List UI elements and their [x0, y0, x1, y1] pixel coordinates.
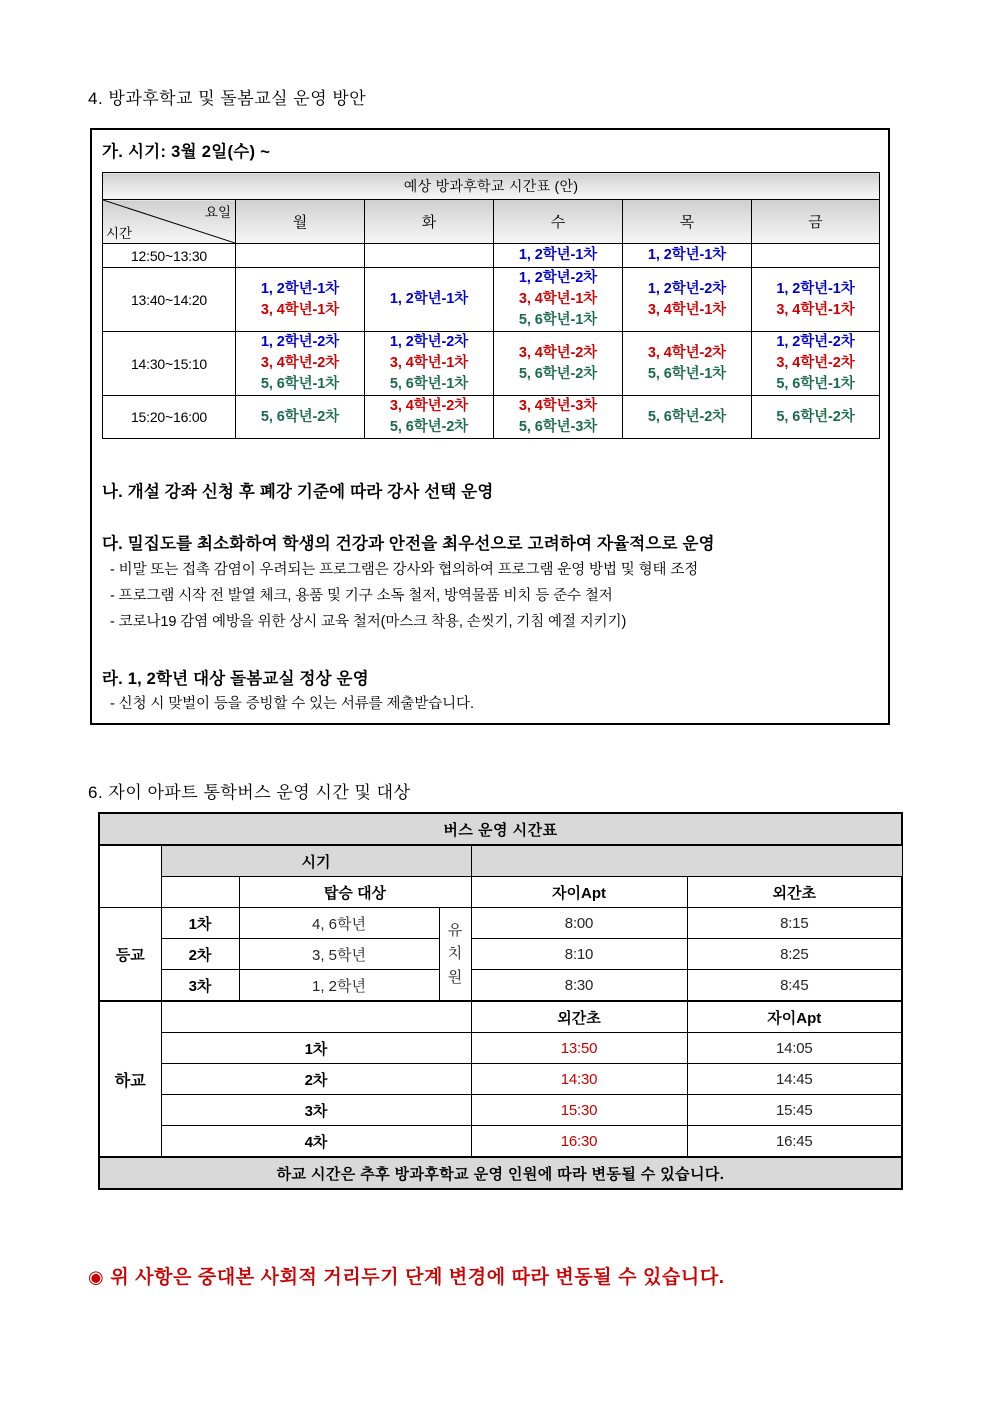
bus-arrive-target-3: 1, 2학년: [239, 970, 439, 1002]
item-da-dash-list: [110, 557, 880, 635]
timetable-row: [103, 332, 880, 396]
bus-depart-oegancho-1: 13:50: [471, 1033, 687, 1064]
bus-depart-stop-left: 외간초: [471, 1001, 687, 1033]
timetable-row: [103, 268, 880, 332]
bus-depart-row-1: [99, 1033, 902, 1064]
timetable-entry: 3, 4학년-1차: [776, 301, 855, 318]
timetable-entry: 3, 4학년-2차: [518, 344, 598, 361]
bus-depart-label: 하교: [99, 1001, 161, 1157]
bus-depart-jaiapt-1: 14:05: [687, 1033, 902, 1064]
timetable-cell: [365, 396, 494, 439]
timetable-title-row: [103, 173, 880, 200]
bus-arrive-round-1: 1차: [161, 908, 239, 939]
bus-depart-row-3: [99, 1095, 902, 1126]
timetable-entry: 5, 6학년-1차: [647, 365, 727, 382]
timetable-day-header-row: [103, 200, 880, 244]
bus-depart-jaiapt-3: 15:45: [687, 1095, 902, 1126]
timetable-entry: 5, 6학년-1차: [518, 312, 598, 329]
guideline-dash-item: - 비말 또는 접촉 감염이 우려되는 프로그램은 강사와 협의하여 프로그램 운영 방법 및 형태 조정: [110, 562, 699, 578]
timetable-entry: 1, 2학년-1차: [776, 280, 855, 297]
timetable-cell: [494, 244, 623, 268]
bus-arrive-round-3: 3차: [161, 970, 239, 1002]
timetable-time-label: 14:30~15:10: [103, 332, 236, 396]
bus-depart-round-1: 1차: [161, 1033, 471, 1064]
item-ga-period: 가. 시기: 3월 2일(수) ~: [102, 143, 271, 161]
timetable-entry: 3, 4학년-3차: [518, 398, 598, 415]
bus-period-label: 시기: [161, 845, 471, 877]
timetable-cell: [623, 244, 752, 268]
guideline-dash-item: - 코로나19 감염 예방을 위한 상시 교육 철저(마스크 착용, 손씻기, 기침 예절 지키기): [110, 614, 627, 630]
timetable-entry: 5, 6학년-1차: [260, 376, 340, 393]
bus-arrive-oegancho-1: 8:15: [687, 908, 902, 939]
timetable-entry: 5, 6학년-1차: [389, 376, 469, 393]
timetable-cell: [494, 268, 623, 332]
item-ra-care: 라. 1, 2학년 대상 돌봄교실 정상 운영: [102, 670, 369, 688]
timetable-entry: 5, 6학년-2차: [647, 408, 727, 425]
guideline-dash-item: - 프로그램 시작 전 발열 체크, 용품 및 기구 소독 철저, 방역물품 비치 등 준수 철저: [110, 588, 613, 604]
corner-time-label: 시간: [106, 226, 133, 241]
bus-title-row: [99, 813, 902, 845]
footer-warning-text: 위 사항은 중대본 사회적 거리두기 단계 변경에 따라 변동될 수 있습니다.: [110, 1267, 725, 1288]
kindergarten-char: 원: [447, 968, 463, 986]
kindergarten-char: 치: [447, 945, 463, 963]
timetable-entry: 5, 6학년-2차: [260, 408, 340, 425]
timetable-cell: [752, 396, 880, 439]
bus-depart-round-4: 4차: [161, 1126, 471, 1158]
timetable-cell: [623, 268, 752, 332]
afterschool-timetable: [102, 172, 880, 439]
bus-stop-oegancho-head: 외간초: [687, 877, 902, 908]
timetable-cell: [365, 268, 494, 332]
bus-stop-jaiapt-head: 자이Apt: [471, 877, 687, 908]
timetable-entry: 1, 2학년-2차: [518, 270, 598, 287]
day-header-fri: 금: [752, 200, 880, 244]
bus-depart-stop-right: 자이Apt: [687, 1001, 902, 1033]
bus-note-row: [99, 1157, 902, 1189]
timetable-entry: 3, 4학년-1차: [647, 301, 727, 318]
bus-period-blank: [471, 845, 902, 877]
section-6-heading: 6. 자이 아파트 통학버스 운영 시간 및 대상: [88, 783, 411, 802]
bus-depart-jaiapt-4: 16:45: [687, 1126, 902, 1158]
bus-arrive-oegancho-2: 8:25: [687, 939, 902, 970]
timetable-entry: 1, 2학년-2차: [260, 334, 340, 351]
timetable-entry: 1, 2학년-1차: [647, 247, 727, 264]
timetable-cell: [236, 332, 365, 396]
timetable-cell: [623, 396, 752, 439]
bus-depart-round-2: 2차: [161, 1064, 471, 1095]
timetable-entry: 5, 6학년-3차: [518, 419, 598, 436]
bus-arrive-oegancho-3: 8:45: [687, 970, 902, 1002]
bus-arrive-target-2: 3, 5학년: [239, 939, 439, 970]
bus-depart-jaiapt-2: 14:45: [687, 1064, 902, 1095]
bus-depart-round-3: 3차: [161, 1095, 471, 1126]
timetable-entry: 3, 4학년-2차: [647, 344, 727, 361]
timetable-row: [103, 396, 880, 439]
timetable-entry: 1, 2학년-1차: [518, 247, 598, 264]
timetable-entry: 5, 6학년-1차: [776, 376, 855, 393]
bus-arrive-jaiapt-2: 8:10: [471, 939, 687, 970]
timetable-entry: 1, 2학년-2차: [389, 334, 469, 351]
timetable-cell: [236, 396, 365, 439]
timetable-cell: [752, 332, 880, 396]
bus-arrive-jaiapt-1: 8:00: [471, 908, 687, 939]
bus-subheader-row: [99, 877, 902, 908]
timetable-cell: [623, 332, 752, 396]
bus-corner-blank: [99, 845, 161, 908]
timetable-time-label: 13:40~14:20: [103, 268, 236, 332]
bus-depart-row-4: [99, 1126, 902, 1158]
bus-note-text: 하교 시간은 추후 방과후학교 운영 인원에 따라 변동될 수 있습니다.: [99, 1157, 902, 1189]
day-header-tue: 화: [365, 200, 494, 244]
bus-kindergarten-cell: [439, 908, 471, 1002]
footer-warning: [88, 1262, 725, 1289]
corner-day-label: 요일: [204, 205, 231, 220]
timetable-entry: 1, 2학년-1차: [260, 280, 340, 297]
timetable-entry: 3, 4학년-1차: [260, 301, 340, 318]
bus-depart-oegancho-3: 15:30: [471, 1095, 687, 1126]
timetable-cell: [365, 244, 494, 268]
bus-arrive-round-2: 2차: [161, 939, 239, 970]
item-da-density: 다. 밀집도를 최소화하여 학생의 건강과 안전을 최우선으로 고려하여 자율적으로 운영: [102, 535, 715, 553]
timetable-entry: 5, 6학년-2차: [518, 365, 598, 382]
bus-depart-oegancho-4: 16:30: [471, 1126, 687, 1158]
timetable-entry: 1, 2학년-1차: [389, 291, 469, 308]
timetable-title: 예상 방과후학교 시간표 (안): [103, 173, 880, 200]
bus-arrive-row-2: [99, 939, 902, 970]
timetable-cell: [365, 332, 494, 396]
bus-depart-header-row: [99, 1001, 902, 1033]
day-header-wed: 수: [494, 200, 623, 244]
timetable-entry: 3, 4학년-2차: [389, 398, 469, 415]
bus-arrive-row-3: [99, 970, 902, 1002]
bus-depart-row-2: [99, 1064, 902, 1095]
timetable-cell: [752, 244, 880, 268]
bus-depart-blank: [161, 1001, 471, 1033]
timetable-cell: [494, 332, 623, 396]
timetable-entry: 3, 4학년-2차: [260, 355, 340, 372]
timetable-cell: [752, 268, 880, 332]
timetable-corner-cell: [103, 200, 236, 244]
bus-boarding-label: 탑승 대상: [239, 877, 471, 908]
bus-table-title: 버스 운영 시간표: [99, 813, 902, 845]
item-ra-dash: - 신청 시 맞벌이 등을 증빙할 수 있는 서류를 제출받습니다.: [110, 696, 474, 712]
timetable-entry: 1, 2학년-2차: [647, 280, 727, 297]
timetable-body: [103, 244, 880, 439]
timetable-entry: 5, 6학년-2차: [776, 408, 855, 425]
section-4-heading: 4. 방과후학교 및 돌봄교실 운영 방안: [88, 89, 367, 108]
bus-period-header-row: [99, 845, 902, 877]
bus-arrive-label: 등교: [99, 908, 161, 1002]
timetable-time-label: 12:50~13:30: [103, 244, 236, 268]
bus-arrive-jaiapt-3: 8:30: [471, 970, 687, 1002]
timetable-entry: 5, 6학년-2차: [389, 419, 469, 436]
section-4-box: [90, 128, 890, 725]
bus-round-head-blank: [161, 877, 239, 908]
bus-arrive-target-1: 4, 6학년: [239, 908, 439, 939]
kindergarten-char: 유: [447, 922, 463, 940]
day-header-mon: 월: [236, 200, 365, 244]
bus-arrive-row-1: [99, 908, 902, 939]
timetable-entry: 3, 4학년-2차: [776, 355, 855, 372]
circle-bullet-icon: ◉: [88, 1267, 105, 1287]
item-na-course: 나. 개설 강좌 신청 후 폐강 기준에 따라 강사 선택 운영: [102, 483, 494, 501]
bus-depart-oegancho-2: 14:30: [471, 1064, 687, 1095]
bus-schedule-table: [98, 812, 903, 1190]
day-header-thu: 목: [623, 200, 752, 244]
timetable-cell: [494, 396, 623, 439]
timetable-entry: 1, 2학년-2차: [776, 334, 855, 351]
timetable-time-label: 15:20~16:00: [103, 396, 236, 439]
timetable-entry: 3, 4학년-1차: [389, 355, 469, 372]
timetable-row: [103, 244, 880, 268]
timetable-entry: 3, 4학년-1차: [518, 291, 598, 308]
timetable-cell: [236, 268, 365, 332]
timetable-cell: [236, 244, 365, 268]
